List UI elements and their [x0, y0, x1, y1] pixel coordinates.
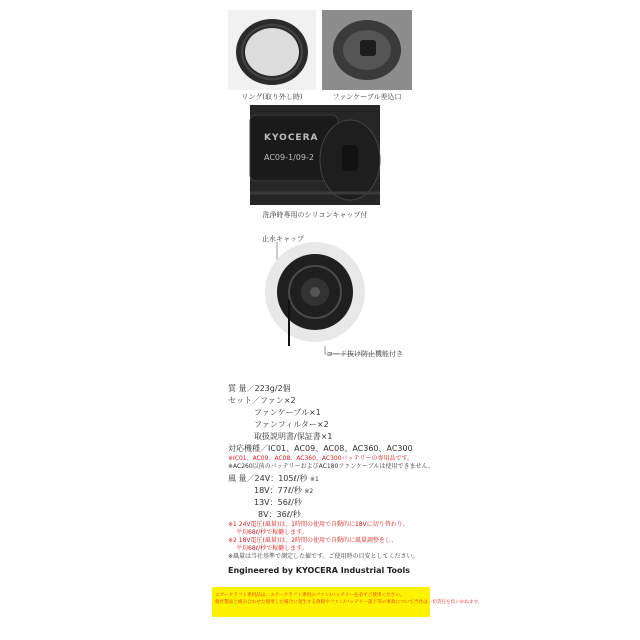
spec-note-red-1: ※IC01、AC09、AC08、AC360、AC300バッテリーの専用品です。: [228, 455, 414, 462]
cord-lock-caption: コード抜け防止機能付き: [326, 350, 403, 358]
spec-set-1: セット／ファン×2: [228, 396, 296, 405]
fan-cable-caption: ファンケーブル差込口: [332, 93, 402, 101]
ring-photo: [228, 10, 316, 90]
fan-diagram: [255, 240, 395, 360]
spec-compatible: 対応機種／IC01、AC09、AC08、AC360、AC300: [228, 444, 413, 453]
warning-line-1: エアークラフト専用品は、エアークラフト専用のファン/バッテリーを必ずご使用ください。: [215, 593, 405, 598]
spec-note-gray-2: ※風量は当社基準で測定した値です。ご使用時の目安としてください。: [228, 553, 419, 560]
fan-cable-illustration: [322, 10, 412, 90]
fan-cable-photo: [322, 10, 412, 90]
model-label: AC09-1/09-2: [264, 153, 314, 162]
spec-note-red-3a: ※2 18V電圧(風量)は、2時間の使用で自動的に風量調整をし、: [228, 537, 397, 544]
airflow-18v-text: 18V：77ℓ/秒: [254, 486, 302, 495]
water-cap-caption: 止水キャップ: [262, 235, 304, 243]
spec-set-2: ファンケーブル×1: [254, 408, 321, 417]
airflow-24v-text: 風 量／24V：105ℓ/秒: [228, 474, 308, 483]
airflow-mark-1: ※1: [310, 476, 319, 483]
spec-note-red-2a: ※1 24V電圧(風量)は、1時間の使用で自動的に18Vに切り替わり、: [228, 521, 409, 528]
ring-caption: リング(取り外し時): [241, 93, 303, 101]
spec-note-gray-1: ※AC260以前のバッテリーおよびAC180ファンケーブルは使用できません。: [228, 463, 434, 470]
spec-set-4: 取扱説明書/保証書×1: [254, 432, 333, 441]
spec-airflow-8v: 8V：36ℓ/秒: [258, 510, 301, 519]
warning-banner: [212, 587, 483, 617]
brand-label: KYOCERA: [264, 133, 319, 143]
spec-weight: 質 量／223g/2個: [228, 384, 291, 393]
ring-illustration: [228, 10, 316, 90]
silicone-cap-photo: [250, 105, 380, 205]
spec-note-red-2b: 平均68ℓ/秒で稼働します。: [236, 529, 308, 536]
spec-set-3: ファンフィルター×2: [254, 420, 329, 429]
engineered-by: Engineered by KYOCERA Industrial Tools: [228, 566, 410, 575]
spec-airflow-24v: [228, 474, 319, 484]
spec-airflow-13v: 13V：56ℓ/秒: [254, 498, 302, 507]
spec-airflow-18v: [254, 486, 313, 496]
airflow-mark-2: ※2: [304, 488, 314, 495]
warning-line-2: 他社製品と組み合わせた使用した場合に発生する故障やファン/バッテリー落下等の事故について当社は一切責任を負いかねます。: [215, 600, 483, 605]
spec-note-red-3b: 平均68ℓ/秒で稼働します。: [236, 545, 308, 552]
silicone-cap-caption: 洗浄時専用のシリコンキャップ付: [262, 211, 368, 219]
